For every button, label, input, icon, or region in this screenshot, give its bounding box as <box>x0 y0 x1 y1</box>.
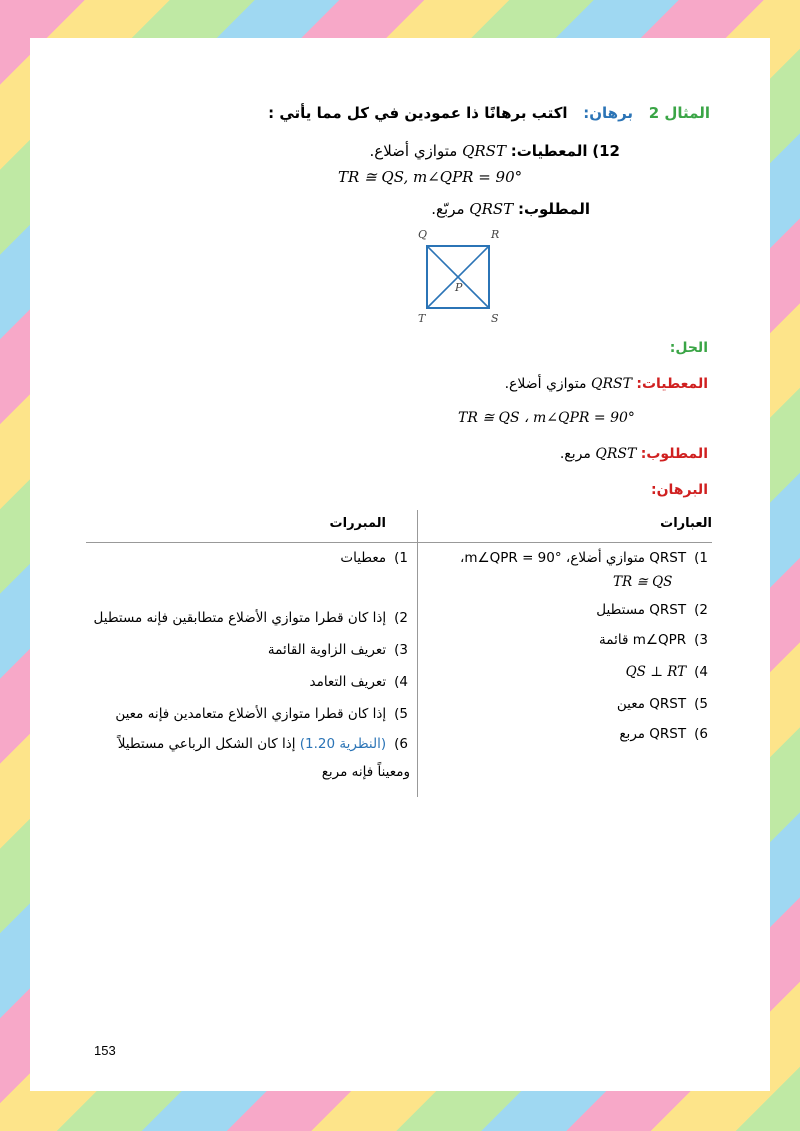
reason-row-4: 4)تعريف التعامد <box>309 674 408 690</box>
reasons-header: المبررات <box>329 516 386 531</box>
solution-title: الحل: <box>669 340 708 356</box>
solution-required-text: مربع. <box>559 446 591 462</box>
example-kind: برهان: <box>583 104 634 122</box>
table-header-divider <box>86 542 712 543</box>
reason-row-6: 6)(النظرية 1.20) إذا كان الشكل الرباعي مستطيلاً <box>117 736 408 752</box>
statement-row-3: 3)m∠QPR قائمة <box>599 632 708 648</box>
statement-row-1: 1)QRST متوازي أضلاع، m∠QPR = 90°، <box>460 550 708 566</box>
problem-given-text: متوازي أضلاع. <box>369 142 458 160</box>
solution-required-label: المطلوب: <box>640 446 708 462</box>
solution-required-line <box>560 446 708 462</box>
theorem-reference[interactable]: (النظرية 1.20) <box>299 736 387 752</box>
problem-number: 12) <box>592 142 620 160</box>
solution-given-text: متوازي أضلاع. <box>504 376 587 392</box>
solution-given-quad: QRST <box>590 376 632 392</box>
statement-row-2: 2)QRST مستطيل <box>596 602 708 618</box>
vertex-s: S <box>491 312 499 325</box>
statement-row-5: 5)QRST معين <box>616 696 708 712</box>
statement-row-4: 4)QS ⊥ RT <box>625 664 708 680</box>
page-number: 153 <box>94 1043 116 1058</box>
problem-required-text: مربّع. <box>431 200 465 218</box>
vertex-r: R <box>491 228 500 241</box>
square-figure <box>416 226 506 328</box>
problem-required-line <box>431 200 590 218</box>
solution-given-math: TR ≅ QS ، m∠QPR = 90° <box>458 410 635 426</box>
statement-row-1-line2: TR ≅ QS <box>613 574 673 590</box>
reason-row-2: 2)إذا كان قطرا متوازي الأضلاع متطابقين فإنه مستطيل <box>93 610 408 626</box>
table-column-divider <box>417 510 418 797</box>
problem-given-math: TR ≅ QS, m∠QPR = 90° <box>338 168 523 186</box>
reason-row-5: 5)إذا كان قطرا متوازي الأضلاع متعامدين فإنه معين <box>115 706 408 722</box>
problem-required-label: المطلوب: <box>517 200 590 218</box>
vertex-p: P <box>455 281 463 294</box>
problem-given-line <box>369 142 620 160</box>
problem-required-quad: QRST <box>469 200 514 218</box>
page-sheet <box>30 38 770 1091</box>
solution-given-line <box>505 376 708 392</box>
reason-row-3: 3)تعريف الزاوية القائمة <box>267 642 408 658</box>
reason-row-6-line2: ومعيناً فإنه مربع <box>321 764 410 780</box>
vertex-t: T <box>418 312 426 325</box>
example-instruction: اكتب برهانًا ذا عمودين في كل مما يأتي : <box>268 104 568 122</box>
statements-header: العبارات <box>660 516 712 531</box>
example-header <box>268 104 710 122</box>
problem-given-label: المعطيات: <box>510 142 588 160</box>
solution-required-quad: QRST <box>595 446 637 462</box>
vertex-q: Q <box>418 228 428 241</box>
solution-given-label: المعطيات: <box>636 376 708 392</box>
problem-given-quad: QRST <box>462 142 506 160</box>
example-label: المثال 2 <box>648 104 710 122</box>
reason-row-1: 1)معطيات <box>340 550 408 566</box>
statement-row-6: 6)QRST مربع <box>619 726 708 742</box>
proof-label: البرهان: <box>651 482 708 498</box>
